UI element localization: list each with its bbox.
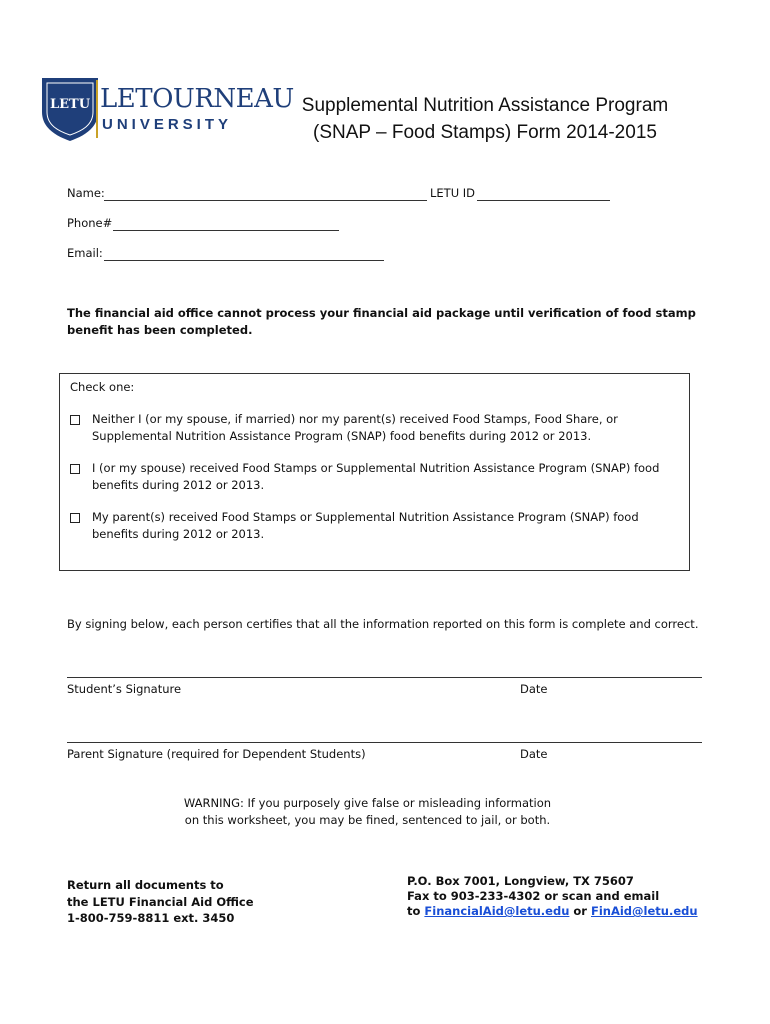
form-title-line2: (SNAP – Food Stamps) Form 2014-2015 bbox=[313, 122, 657, 143]
logo-divider bbox=[96, 80, 98, 138]
mailing-address: P.O. Box 7001, Longview, TX 75607 bbox=[407, 874, 634, 888]
option-text: I (or my spouse) received Food Stamps or Supplemental Nutrition Assistance Program (SNAP) food benefits during 2012 or 2013. bbox=[92, 461, 660, 492]
warning-line1: WARNING: If you purposely give false or misleading information bbox=[183, 796, 552, 810]
logo-subtitle: UNIVERSITY bbox=[102, 116, 233, 133]
letu-logo bbox=[40, 74, 294, 144]
checkbox[interactable] bbox=[70, 415, 80, 425]
email-label: Email: bbox=[67, 246, 103, 260]
email-field[interactable] bbox=[104, 248, 384, 261]
check-one-label: Check one: bbox=[70, 380, 135, 394]
certification-statement: By signing below, each person certifies that all the information reported on this form is complete and correct. bbox=[67, 617, 699, 631]
student-date-label: Date bbox=[520, 682, 548, 696]
email-to-prefix: to bbox=[407, 904, 425, 918]
parent-signature-label: Parent Signature (required for Dependent Students) bbox=[67, 747, 366, 761]
shield-text: LETU bbox=[49, 97, 91, 112]
logo-wordmark: LETOURNEAU bbox=[100, 84, 294, 114]
student-signature-line[interactable] bbox=[67, 677, 702, 678]
email-or-text: or bbox=[569, 904, 591, 918]
contact-info bbox=[407, 874, 727, 919]
option-student-received[interactable] bbox=[70, 460, 670, 494]
form-title-line1: Supplemental Nutrition Assistance Program bbox=[301, 95, 669, 116]
warning-line2: on this worksheet, you may be fined, sentenced to jail, or both. bbox=[184, 813, 551, 827]
fax-info: Fax to 903-233-4302 or scan and email bbox=[407, 889, 660, 903]
checkbox[interactable] bbox=[70, 513, 80, 523]
return-instructions bbox=[67, 877, 327, 927]
option-text: Neither I (or my spouse, if married) nor my parent(s) received Food Stamps, Food Share, or Supplemental Nutrition Assistance Program (SNAP) food benefits during 2012 or 2013. bbox=[92, 412, 618, 443]
name-field[interactable] bbox=[104, 188, 427, 201]
checkbox[interactable] bbox=[70, 464, 80, 474]
finaid-email-link[interactable]: FinAid@letu.edu bbox=[590, 904, 698, 918]
parent-signature-line[interactable] bbox=[67, 742, 702, 743]
warning-text bbox=[180, 795, 555, 829]
check-one-panel bbox=[59, 373, 690, 571]
verification-notice: The financial aid office cannot process your financial aid package until verification of food stamp benefit has been completed. bbox=[67, 306, 696, 337]
email-line bbox=[407, 904, 727, 919]
return-line1: Return all documents to bbox=[67, 878, 224, 892]
parent-date-label: Date bbox=[520, 747, 548, 761]
return-line2: the LETU Financial Aid Office bbox=[67, 894, 254, 909]
return-phone: 1-800-759-8811 ext. 3450 bbox=[67, 911, 235, 925]
phone-field[interactable] bbox=[113, 218, 339, 231]
option-parent-received[interactable] bbox=[70, 509, 670, 543]
shield-icon bbox=[40, 74, 100, 142]
option-neither[interactable] bbox=[70, 411, 670, 445]
financial-aid-email-link[interactable]: FinancialAid@letu.edu bbox=[424, 904, 570, 918]
phone-label: Phone# bbox=[67, 216, 113, 230]
option-text: My parent(s) received Food Stamps or Supplemental Nutrition Assistance Program (SNAP) food benefits during 2012 or 2013. bbox=[92, 510, 639, 541]
student-signature-label: Student’s Signature bbox=[67, 682, 182, 696]
letu-id-field[interactable] bbox=[477, 188, 610, 201]
name-label: Name: bbox=[67, 186, 105, 200]
letu-id-label: LETU ID bbox=[430, 186, 476, 200]
